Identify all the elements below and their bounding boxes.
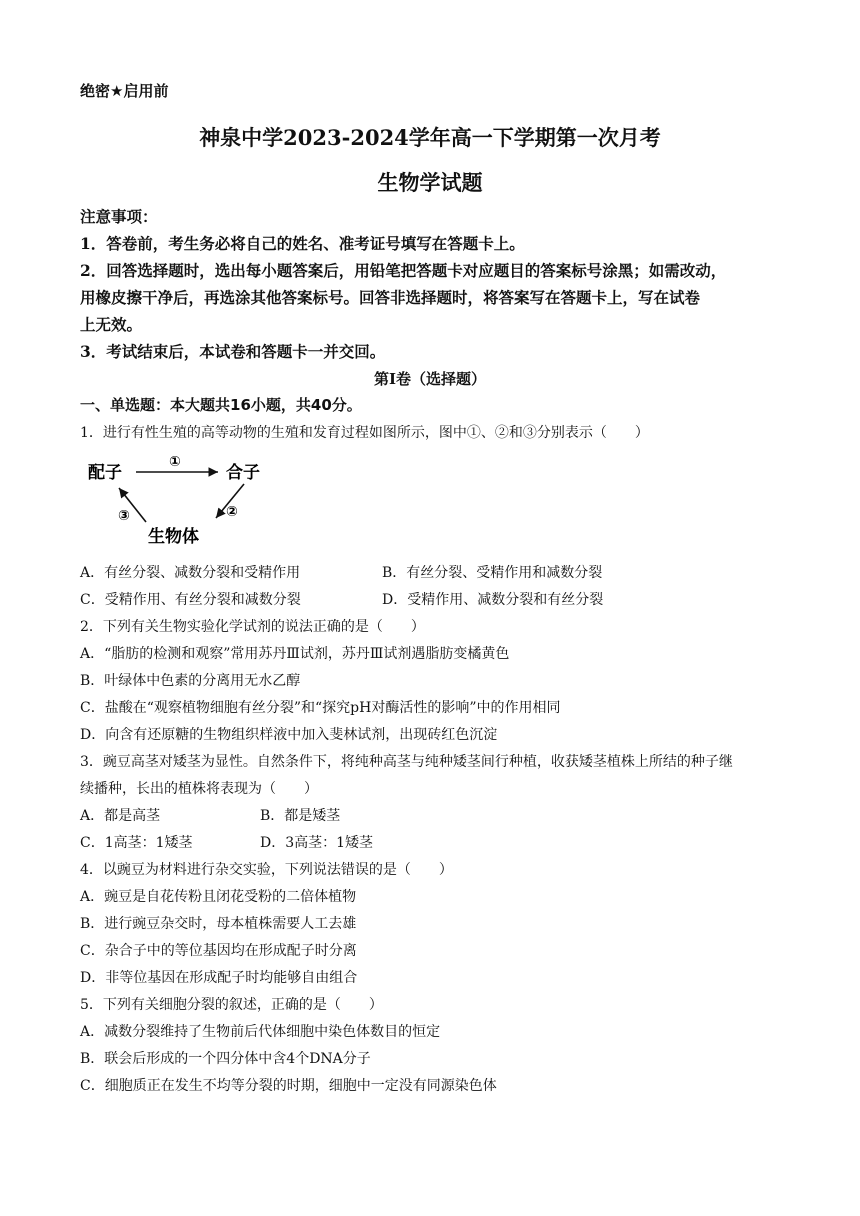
notice-item-3: 3．考试结束后，本试卷和答题卡一并交回。 (80, 342, 386, 361)
notice-item-2-cont: 用橡皮擦干净后，再选涂其他答案标号。回答非选择题时，将答案写在答题卡上，写在试卷 (80, 288, 701, 307)
question-3-option-a: A．都是高茎 (80, 808, 161, 824)
node-organism: 生物体 (148, 527, 199, 547)
question-1-option-d: D．受精作用、减数分裂和有丝分裂 (382, 592, 604, 608)
arrow-3-label: ③ (118, 508, 130, 524)
notice-item-2: 2．回答选择题时，选出每小题答案后，用铅笔把答题卡对应题目的答案标号涂黑；如需改动， (80, 261, 727, 280)
arrow-2-label: ② (226, 504, 238, 520)
question-5-option-a: A．减数分裂维持了生物前后代体细胞中染色体数目的恒定 (80, 1024, 441, 1040)
question-2-stem: 2．下列有关生物实验化学试剂的说法正确的是（ ） (80, 619, 425, 635)
exam-subtitle: 生物学试题 (377, 170, 483, 195)
exam-title: 神泉中学2023-2024学年高一下学期第一次月考 (199, 125, 661, 150)
question-2-option-b: B．叶绿体中色素的分离用无水乙醇 (80, 673, 301, 689)
question-3-option-c: C．1高茎：1矮茎 (80, 835, 193, 851)
notice-heading: 注意事项： (80, 207, 158, 226)
node-gamete: 配子 (88, 463, 122, 483)
question-3-stem: 3．豌豆高茎对矮茎为显性。自然条件下，将纯种高茎与纯种矮茎间行种植，收获矮茎植株上所结的种子继 (80, 754, 733, 770)
notice-item-1: 1．答卷前，考生务必将自己的姓名、准考证号填写在答题卡上。 (80, 234, 525, 253)
confidential-mark: 绝密★启用前 (80, 82, 169, 100)
question-1-option-b: B．有丝分裂、受精作用和减数分裂 (382, 565, 603, 581)
question-1-stem: 1．进行有性生殖的高等动物的生殖和发育过程如图所示，图中①、②和③分别表示（ ） (80, 425, 649, 441)
question-4-stem: 4．以豌豆为材料进行杂交实验，下列说法错误的是（ ） (80, 862, 453, 878)
arrow-1-label: ① (169, 454, 181, 470)
question-2-option-a: A．“脂肪的检测和观察”常用苏丹Ⅲ试剂，苏丹Ⅲ试剂遇脂肪变橘黄色 (80, 646, 510, 662)
question-4-option-c: C．杂合子中的等位基因均在形成配子时分离 (80, 943, 357, 959)
section-heading: 一、单选题：本大题共16小题，共40分。 (80, 396, 362, 414)
question-3-option-b: B．都是矮茎 (260, 808, 341, 824)
question-4-option-b: B．进行豌豆杂交时，母本植株需要人工去雄 (80, 916, 357, 932)
question-5-option-b: B．联会后形成的一个四分体中含4个DNA分子 (80, 1051, 371, 1067)
question-5-option-c: C．细胞质正在发生不均等分裂的时期，细胞中一定没有同源染色体 (80, 1078, 497, 1094)
question-2-option-c: C．盐酸在“观察植物细胞有丝分裂”和“探究pH对酶活性的影响”中的作用相同 (80, 700, 561, 716)
question-2-option-d: D．向含有还原糖的生物组织样液中加入斐林试剂，出现砖红色沉淀 (80, 727, 498, 743)
node-zygote: 合子 (226, 463, 260, 483)
reproduction-cycle-diagram (86, 452, 276, 548)
notice-item-2-end: 上无效。 (80, 315, 143, 334)
question-4-option-a: A．豌豆是自花传粉且闭花受粉的二倍体植物 (80, 889, 357, 905)
question-5-stem: 5．下列有关细胞分裂的叙述，正确的是（ ） (80, 997, 383, 1013)
question-3-option-d: D．3高茎：1矮茎 (260, 835, 374, 851)
question-1-option-a: A．有丝分裂、减数分裂和受精作用 (80, 565, 301, 581)
question-3-stem-cont: 续播种，长出的植株将表现为（ ） (80, 781, 318, 797)
question-1-option-c: C．受精作用、有丝分裂和减数分裂 (80, 592, 301, 608)
question-4-option-d: D．非等位基因在形成配子时均能够自由组合 (80, 970, 358, 986)
part-heading: 第Ⅰ卷（选择题） (373, 370, 487, 388)
